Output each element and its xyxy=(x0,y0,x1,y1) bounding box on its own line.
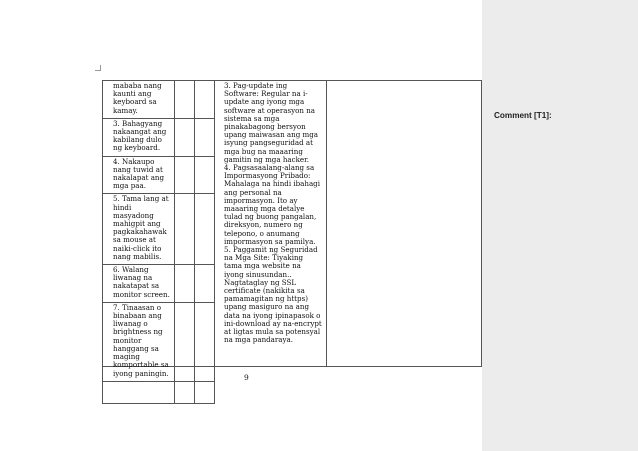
checklist-item: 7. Tinaasan o binabaan ang liwanag o brightness ng monitor hanggang sa maging komportable sa iyong paningin. xyxy=(103,302,175,381)
checklist-item: mababa nang kaunti ang keyboard sa kamay. xyxy=(103,81,175,119)
comment-label[interactable]: Comment [T1]: xyxy=(494,111,552,120)
check-cell[interactable] xyxy=(195,118,215,156)
check-cell[interactable] xyxy=(175,381,195,403)
check-cell[interactable] xyxy=(175,265,195,303)
checklist-item: 6. Walang liwanag na nakatapat sa monitor screen. xyxy=(103,265,175,303)
table-row xyxy=(103,302,215,381)
checklist-item: 4. Nakaupo nang tuwid at nakalapat ang mga paa. xyxy=(103,156,175,194)
page-corner-mark xyxy=(95,65,101,71)
checklist-item: 3. Bahagyang nakaangat ang kabilang dulo ng keyboard. xyxy=(103,118,175,156)
comment-pane xyxy=(482,0,638,451)
check-cell[interactable] xyxy=(175,156,195,194)
page-number: 9 xyxy=(244,373,249,382)
table-row xyxy=(103,81,215,119)
table-row xyxy=(103,118,215,156)
table-row xyxy=(103,265,215,303)
check-cell[interactable] xyxy=(175,118,195,156)
check-cell[interactable] xyxy=(195,265,215,303)
table-row xyxy=(103,194,215,265)
check-cell[interactable] xyxy=(195,302,215,381)
checklist-table xyxy=(102,80,215,404)
tip-item: 5. Paggamit ng Seguridad na Mga Site: Tiyaking tama mga website na iyong sinusundan.. Nagtataglay ng SSL certificate (nakikita sa pamamagitan ng https) upang masiguro na ang data na iyong ipinapasok o ini-download ay na-encrypt at ligtas mula sa potensyal na mga pandaraya. xyxy=(224,245,322,345)
check-cell[interactable] xyxy=(195,81,215,119)
check-cell[interactable] xyxy=(175,302,195,381)
table-row xyxy=(103,381,215,403)
table-row xyxy=(103,156,215,194)
empty-cell xyxy=(103,381,175,403)
check-cell[interactable] xyxy=(175,194,195,265)
tip-item: 3. Pag-update ing Software: Regular na i-update ang iyong mga software at operasyon na sistema sa mga pinakabagong bersyon upang maiwasan ang mga isyung pangseguridad at mga bug na maaaring gamitin ng mga hacker. xyxy=(224,81,319,164)
check-cell[interactable] xyxy=(195,194,215,265)
check-cell[interactable] xyxy=(195,381,215,403)
column-divider xyxy=(326,80,327,367)
check-cell[interactable] xyxy=(175,81,195,119)
tip-item: 4. Pagsasaalang-alang sa Impormasyong Pribado: Mahalaga na hindi ibahagi ang personal na impormasyon. Ito ay maaaring mga detalye tulad ng buong pangalan, direksyon, numero ng telepono, o anumang impormasyon sa pamilya. xyxy=(224,163,320,246)
checklist-item: 5. Tama lang at hindi masyadong mahigpit ang pagkakahawak sa mouse at naiki-click ito nang mabilis. xyxy=(103,194,175,265)
check-cell[interactable] xyxy=(195,156,215,194)
